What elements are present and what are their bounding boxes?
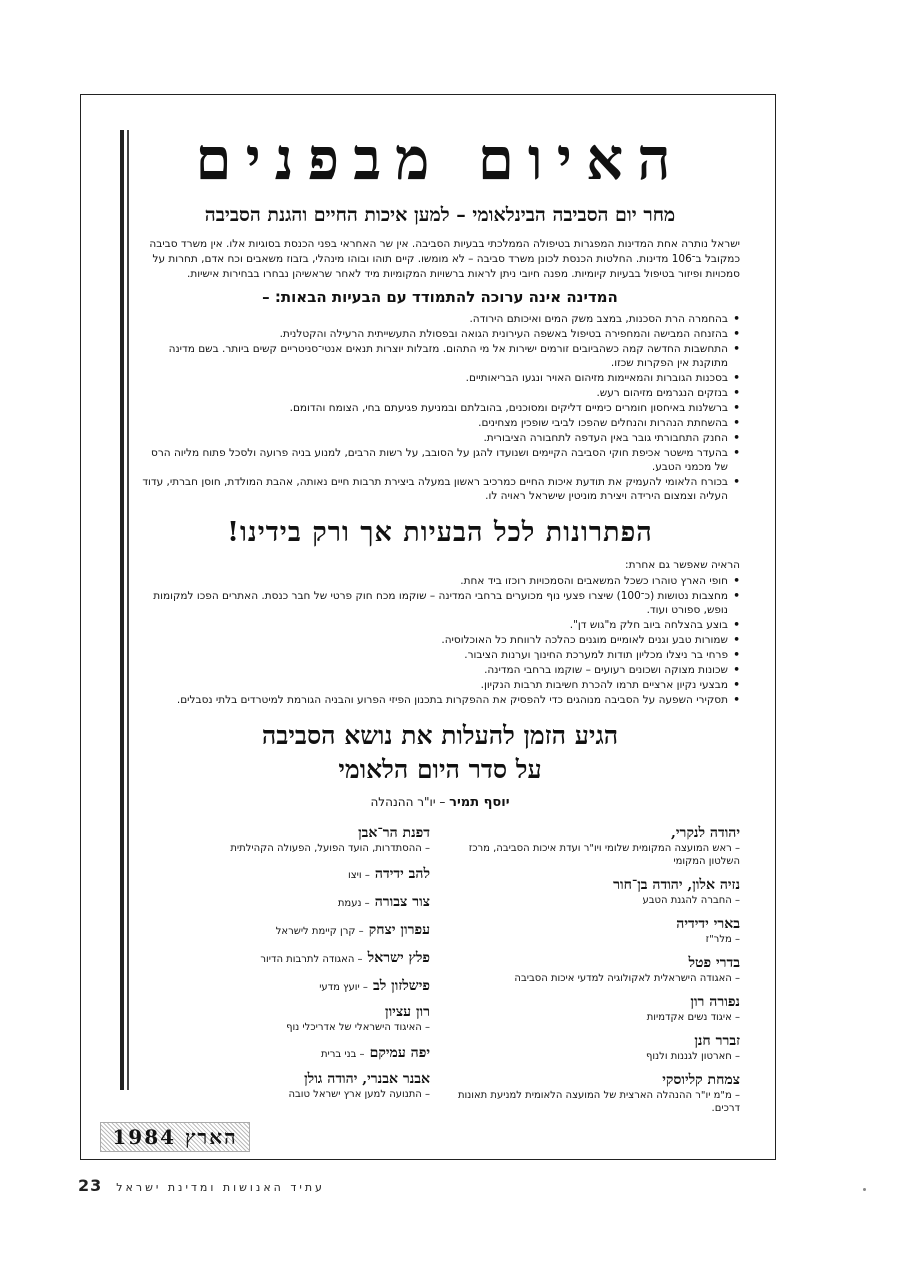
solutions-title: הפתרונות לכל הבעיות אך ורק בידינו! — [227, 517, 653, 548]
signatory-name: להב ידידה — [374, 866, 430, 882]
list-item: • פרחי בר ניצלו מכליון תודות למערכת החינוך וערנות הציבור. — [140, 648, 740, 662]
signatory-name: נפורה רון — [690, 994, 740, 1010]
signatory — [450, 1071, 740, 1115]
signatory-name: זברר חנן — [694, 1033, 740, 1049]
problems-list — [140, 312, 740, 503]
signatory-role: – האיגוד הישראלי של אדריכלי נוף — [286, 1022, 430, 1033]
signatory — [140, 1042, 430, 1062]
footer-title: עתיד האנושות ומדינת ישראל — [116, 1181, 325, 1194]
intro-paragraph: ישראל נותרה אחת המדינות המפגרות בטיפולה הממלכתי בבעיות הסביבה. אין שר האחראי בפני הכנסת בסוגיות אלו. אין משרד סביבה כמקובל ב־106 מדינות. החלטות הכנסת לכונן משרד סביבה – לא מומשו. קיים תוהו ובוהו מינהלי, בזבוז משאבים וכח אדם, תחרות על סמכויות ופיזור בטיפול בבעיות קיומיות. מפנה חיובי ניתן לראות ברשויות המקומיות מיד לאחר שראשיהן נבחרו בבחירות אישיות. — [149, 238, 740, 280]
signatory-role: – איגוד נשים אקדמיות — [646, 1012, 740, 1023]
signatory-name: בארי ידידיה — [676, 916, 740, 932]
signatories-right-column — [450, 824, 740, 1123]
signatory-role: – האגודה הישראלית לאקולוגיה למדעי איכות הסביבה — [514, 973, 740, 984]
list-item: • חופי הארץ טוהרו כשכל המשאבים והסמכויות רוכזו ביד אחת. — [140, 574, 740, 588]
signatory-role: – נעמת — [337, 898, 370, 909]
signatory-role: – ויצו — [348, 870, 370, 881]
signatory-name: רון עציון — [385, 1004, 430, 1020]
signatory-role: – התנועה למען ארץ ישראל טובה — [288, 1089, 430, 1100]
signatory-name: בדרי פטל — [688, 955, 740, 971]
list-item: • החנק התחבורתי גובר באין העדפה לתחבורה הציבורית. — [140, 431, 740, 445]
signatory — [140, 1003, 430, 1034]
signatory-name: פישלזון לב — [373, 978, 430, 994]
list-item: • בהחמרה הרת הסכנות, במצב משק המים ואיכותם הירודה. — [140, 312, 740, 326]
signatories — [140, 824, 740, 1123]
signatory-name: פלץ ישראל — [367, 950, 430, 966]
signer — [140, 795, 740, 810]
list-item: • בהשחתת הנהרות והנחלים שהפכו לביבי שופכין מצחינים. — [140, 416, 740, 430]
list-item: • בכורח הלאומי להעמיק את תודעת איכות החיים כמרכיב ראשון במעלה ביצירת תרבות חיים נאותה, אהבת המולדת, חוסן חברתי, עדוד העליה וצמצום הירידה ויצירת מוניטין שישראל ראויה לו. — [140, 475, 740, 503]
problems-title: המדינה אינה ערוכה להתמודד עם הבעיות הבאות: – — [262, 288, 618, 306]
speck — [863, 1188, 866, 1191]
signatory-role: – האגודה לתרבות הדיור — [260, 954, 363, 965]
vertical-rule — [120, 130, 124, 1090]
call-line-2: על סדר היום הלאומי — [338, 755, 542, 784]
list-item: • בוצע בהצלחה ביוב חלק מ"גוש דן". — [140, 618, 740, 632]
signatory-role: – קרן קיימת לישראל — [275, 926, 364, 937]
signatory-name: יהודה לנקרי, — [671, 825, 740, 841]
headline: האיום מבפנים — [195, 125, 685, 193]
signatory-role: – מלר"ז — [705, 934, 740, 945]
signatory — [450, 876, 740, 907]
signatory — [140, 824, 430, 855]
signatory — [450, 993, 740, 1024]
signatory — [140, 947, 430, 967]
signatory-name: יפה עמיקם — [369, 1045, 430, 1061]
signatory-role: – ראש המועצה המקומית שלומי ויו"ר ועדת איכות הסביבה, מרכז השלטון המקומי — [468, 843, 740, 867]
signatory — [450, 915, 740, 946]
signatory-role: – החברה להגנת הטבע — [642, 895, 740, 906]
signer-role: – יו"ר ההנהלה — [370, 795, 446, 809]
list-item: • שכונות מצוקה ושכונים רעועים – שוקמו ברחבי המדינה. — [140, 663, 740, 677]
page-footer — [78, 1176, 338, 1195]
list-item: • בסכנות הגוברות והמאיימות מזיהום האויר ונגעו הבריאותיים. — [140, 371, 740, 385]
signatory — [140, 919, 430, 939]
list-item: • בנזקים הנגרמים מזיהום רעש. — [140, 386, 740, 400]
signatory — [140, 1070, 430, 1101]
signatory-name: דפנת הר־אבן — [358, 825, 430, 841]
signatory-name: צור צבורה — [374, 894, 430, 910]
vertical-rule-thin — [127, 130, 129, 1090]
signatory-role: – יועץ מדעי — [319, 982, 368, 993]
solutions-lead: הראיה שאפשר גם אחרת: — [625, 559, 740, 571]
signatory-name: עפרון יצחק — [368, 922, 430, 938]
signatory — [450, 1032, 740, 1063]
solutions-list — [140, 574, 740, 707]
signatory-role: – מ"מ יו"ר ההנהלה הארצית של המועצה הלאומית למניעת תאונות דרכים. — [457, 1090, 740, 1114]
list-item: • ברשלנות באיחסון חומרים כימיים דליקים ומסוכנים, בהובלתם ובמניעת פגיעתם בחי, הצומח והדומם. — [140, 401, 740, 415]
signatory — [140, 891, 430, 911]
signatory-role: – ההסתדרות, הועד הפועל, הפעולה הקהילתית — [230, 843, 430, 854]
signatory-name: צמחת קליוסקי — [662, 1072, 740, 1088]
signatory-role: – בני ברית — [320, 1049, 365, 1060]
signer-name: יוסף תמיר — [449, 795, 510, 810]
signatory — [140, 863, 430, 883]
list-item: • בהעדר מישטר אכיפת חוקי הסביבה הקיימים ושנועדו להגן על הסובב, על רשות הרבים, למנוע בניה פרועה ולסכל פתוח מליוה הרס של מכמני הטבע. — [140, 446, 740, 474]
signatory — [450, 824, 740, 868]
page-number: 23 — [78, 1176, 103, 1195]
list-item: • שמורות טבע וגנים לאומיים מוגנים כהלכה לרווחת כל האוכלוסיה. — [140, 633, 740, 647]
call-to-action — [140, 719, 740, 787]
signatory-role: – חארטון לגננות ולנוף — [646, 1051, 740, 1062]
signatories-left-column — [140, 824, 430, 1123]
ad-content — [140, 118, 740, 1123]
subhead: מחר יום הסביבה הבינלאומי – למען איכות החיים והגנת הסביבה — [204, 204, 676, 226]
list-item: • בהזנחה המבישה והמחפירה בטיפול באשפה העירונית הגואה ובפסולת התעשייתית הרעילה והקטלנית. — [140, 327, 740, 341]
signatory-name: אבנר אבנרי, יהודה גולן — [304, 1071, 430, 1087]
signatory — [140, 975, 430, 995]
list-item: • התחשבות החדשה קמה כשהביובים זורמים ישירות אל מי התהום. מזבלות יוצרות תנאים אנטי־סניטריים קשים ביותר. בשם מדינה מתוקנת אין הפקרות שכזו. — [140, 342, 740, 370]
signatory-name: נזיה אלון, יהודה בן־חור — [613, 877, 740, 893]
list-item: • תסקירי השפעה על הסביבה מנוהגים כדי להפסיק את ההפקרות בתכנון הפיזי הפרוע והבניה הגורמת למיטרדים בלתי נסבלים. — [140, 693, 740, 707]
call-line-1: הגיע הזמן להעלות את נושא הסביבה — [261, 721, 619, 750]
haaretz-logo: הארץ 1984 — [100, 1122, 250, 1152]
list-item: • מבצעי נקיון ארציים תרמו להכרת חשיבות תרבות הנקיון. — [140, 678, 740, 692]
list-item: • מחצבות נטושות (כ־100) שיצרו פצעי נוף מכוערים ברחבי המדינה – שוקמו מכח חוק פרטי של חבר כנסת. האתרים הפכו למקומות נופש, ספורט ועוד. — [140, 589, 740, 617]
signatory — [450, 954, 740, 985]
